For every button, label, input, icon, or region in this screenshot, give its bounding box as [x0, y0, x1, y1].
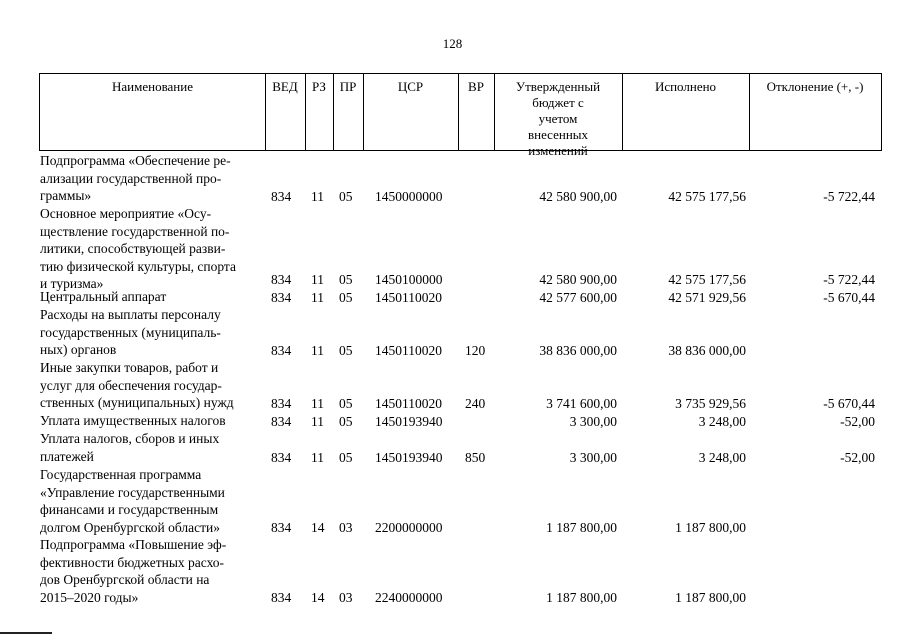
row-executed: 42 575 177,56	[668, 188, 746, 204]
row-csr: 1450110020	[375, 342, 442, 358]
row-ved: 834	[271, 519, 292, 535]
table-row	[0, 152, 905, 205]
row-ved: 834	[271, 449, 292, 465]
row-pr: 05	[339, 449, 353, 465]
row-name: Уплата налогов, сборов и иных платежей	[40, 431, 220, 464]
header-executed: Исполнено	[654, 79, 717, 94]
row-deviation: -5 670,44	[823, 395, 875, 411]
row-ved: 834	[271, 413, 292, 429]
row-ved: 834	[271, 395, 292, 411]
header-ved: ВЕД	[272, 79, 298, 94]
row-budget: 3 300,00	[569, 449, 617, 465]
row-budget: 1 187 800,00	[546, 589, 617, 605]
table-row	[0, 430, 905, 466]
header-name: Наименование	[112, 79, 193, 94]
row-vr: 240	[465, 395, 486, 411]
row-executed: 42 575 177,56	[668, 271, 746, 287]
row-pr: 05	[339, 413, 353, 429]
row-deviation: -5 722,44	[823, 188, 875, 204]
row-pr: 05	[339, 395, 353, 411]
row-name: Государственная программа «Управление государственными финансами и государственным долгом Оренбургской области»	[40, 467, 225, 535]
row-rz: 14	[311, 519, 325, 535]
row-rz: 11	[311, 413, 324, 429]
row-name: Уплата имущественных налогов	[40, 413, 226, 428]
footnote-divider	[0, 632, 52, 634]
row-name: Подпрограмма «Повышение эф- фективности бюджетных расхо- дов Оренбургской области на 2015–2020 годы»	[40, 537, 227, 605]
row-rz: 11	[311, 188, 324, 204]
row-name: Иные закупки товаров, работ и услуг для обеспечения государ- ственных (муниципальных) нужд	[40, 360, 234, 410]
row-deviation: -5 670,44	[823, 289, 875, 305]
row-csr: 2240000000	[375, 589, 443, 605]
row-executed: 3 248,00	[698, 449, 746, 465]
header-deviation: Отклонение (+, -)	[766, 79, 864, 94]
row-name: Подпрограмма «Обеспечение ре- ализации государственной про- граммы»	[40, 153, 231, 203]
row-rz: 11	[311, 449, 324, 465]
row-ved: 834	[271, 289, 292, 305]
row-deviation: -52,00	[840, 449, 875, 465]
table-row	[0, 205, 905, 291]
row-vr: 120	[465, 342, 486, 358]
row-ved: 834	[271, 271, 292, 287]
header-budget: Утвержденный бюджет с учетом внесенных изменений	[515, 79, 601, 158]
row-pr: 05	[339, 271, 353, 287]
table-row	[0, 412, 905, 430]
row-ved: 834	[271, 342, 292, 358]
row-vr: 850	[465, 449, 486, 465]
row-rz: 11	[311, 395, 324, 411]
row-deviation: -5 722,44	[823, 271, 875, 287]
header-rz: РЗ	[312, 79, 326, 94]
row-csr: 1450193940	[375, 413, 443, 429]
row-budget: 42 577 600,00	[539, 289, 617, 305]
row-budget: 38 836 000,00	[539, 342, 617, 358]
page-number: 128	[442, 36, 463, 51]
table-row	[0, 306, 905, 359]
row-csr: 1450110020	[375, 289, 442, 305]
row-executed: 1 187 800,00	[675, 519, 746, 535]
row-pr: 05	[339, 289, 353, 305]
row-pr: 05	[339, 342, 353, 358]
row-executed: 38 836 000,00	[668, 342, 746, 358]
row-ved: 834	[271, 188, 292, 204]
row-csr: 1450110020	[375, 395, 442, 411]
row-budget: 42 580 900,00	[539, 188, 617, 204]
table-header	[39, 73, 882, 158]
row-budget: 1 187 800,00	[546, 519, 617, 535]
row-rz: 11	[311, 271, 324, 287]
row-ved: 834	[271, 589, 292, 605]
table-row	[0, 536, 905, 606]
row-executed: 3 248,00	[698, 413, 746, 429]
row-pr: 03	[339, 589, 353, 605]
row-pr: 05	[339, 188, 353, 204]
header-csr: ЦСР	[397, 79, 424, 94]
row-csr: 1450100000	[375, 271, 443, 287]
header-pr: ПР	[339, 79, 357, 94]
row-name: Центральный аппарат	[40, 289, 167, 304]
row-rz: 11	[311, 289, 324, 305]
row-name: Расходы на выплаты персоналу государственных (муниципаль- ных) органов	[40, 307, 221, 357]
row-csr: 1450193940	[375, 449, 443, 465]
row-rz: 11	[311, 342, 324, 358]
row-executed: 3 735 929,56	[675, 395, 746, 411]
row-executed: 1 187 800,00	[675, 589, 746, 605]
table-row	[0, 359, 905, 412]
row-rz: 14	[311, 589, 325, 605]
row-csr: 1450000000	[375, 188, 443, 204]
row-budget: 42 580 900,00	[539, 271, 617, 287]
table-row	[0, 466, 905, 536]
row-pr: 03	[339, 519, 353, 535]
row-deviation: -52,00	[840, 413, 875, 429]
row-name: Основное мероприятие «Осу- ществление государственной по- литики, способствующей разви- тию физической культуры, спорта и туризма»	[40, 206, 236, 291]
row-budget: 3 741 600,00	[546, 395, 617, 411]
row-executed: 42 571 929,56	[668, 289, 746, 305]
row-csr: 2200000000	[375, 519, 443, 535]
table-row	[0, 288, 905, 306]
row-budget: 3 300,00	[569, 413, 617, 429]
header-vr: ВР	[468, 79, 484, 94]
